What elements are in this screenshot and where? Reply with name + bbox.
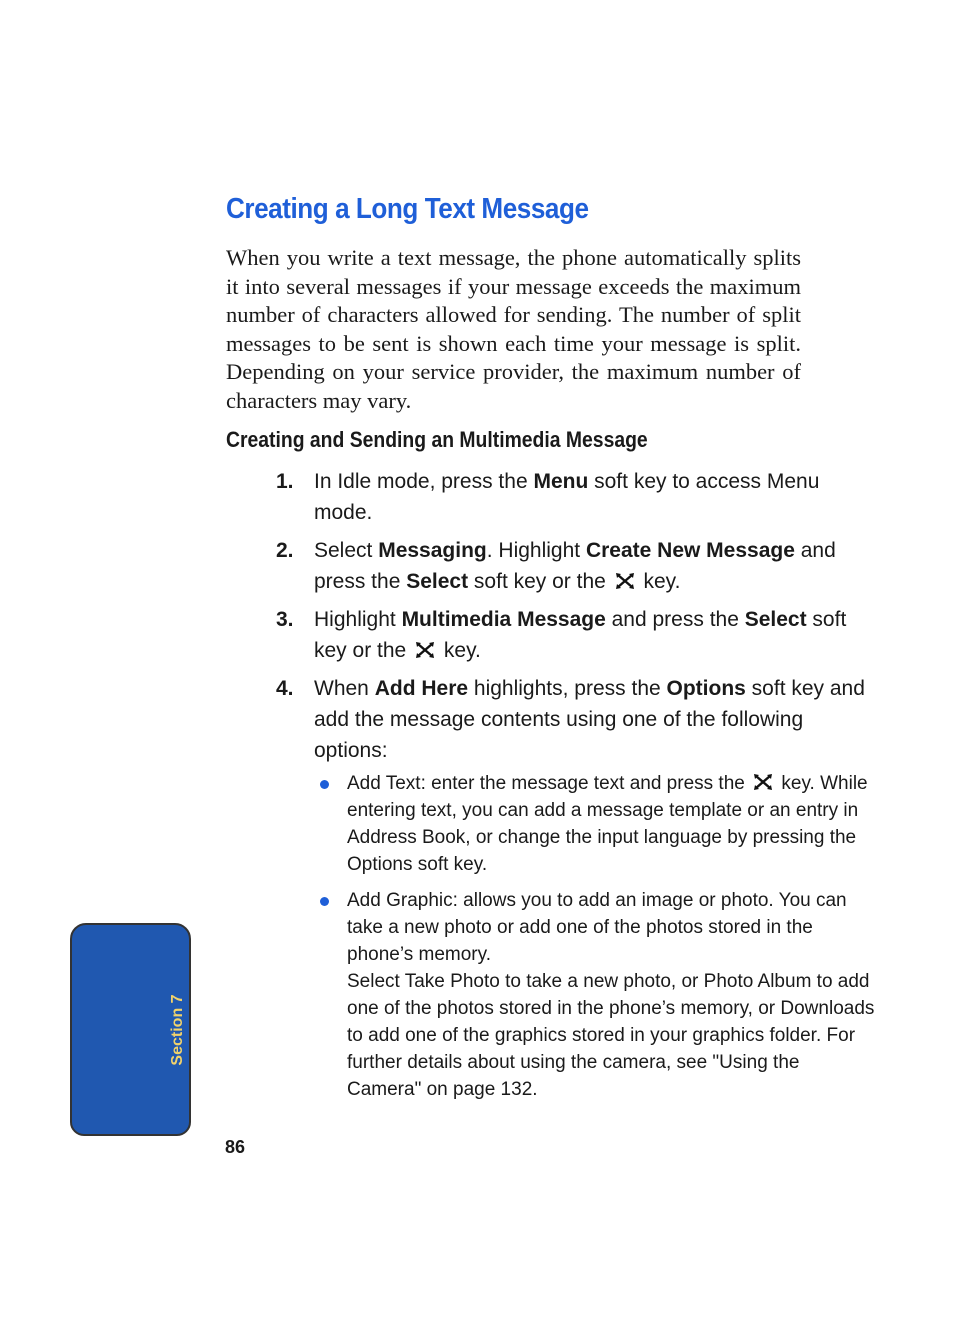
step-2: 2. Select Messaging. Highlight Create New Message and press the Select soft key or the key. — [276, 535, 876, 597]
step-4: 4. When Add Here highlights, press the Options soft key and add the message contents using one of the following options: — [276, 673, 876, 766]
step-1: 1. In Idle mode, press the Menu soft key to access Menu mode. — [276, 466, 876, 528]
bullet-dot-icon — [320, 780, 329, 789]
page-number: 86 — [225, 1137, 246, 1157]
select-key-label: Select — [406, 570, 469, 593]
create-new-message-label: Create New Message — [585, 539, 795, 562]
add-here-label: Add Here — [374, 677, 469, 700]
step-number: 3. — [276, 608, 294, 631]
intro-paragraph: When you write a text message, the phone automatically splits it into several messages if your message exceeds the maximum number of characters allowed for sending. The number of split messages to be sent is shown each time your message is split. Depending on your service provider, the maximum number of characters may vary. — [226, 245, 801, 413]
multimedia-message-label: Multimedia Message — [401, 608, 606, 631]
messaging-label: Messaging — [378, 539, 487, 562]
step-number: 2. — [276, 539, 294, 562]
page-title: Creating a Long Text Message — [226, 193, 589, 225]
nav-key-icon — [752, 773, 774, 791]
nav-key-icon — [614, 572, 636, 590]
step-number: 1. — [276, 470, 294, 493]
options-bullet-list — [318, 770, 878, 1112]
section-subheading: Creating and Sending an Multimedia Message — [226, 427, 648, 452]
bullet-add-graphic: Add Graphic: allows you to add an image or photo. You can take a new photo or add one of the photos stored in the phone’s memory. Select Take Photo to take a new photo, or Photo Album to add one of the photos stored in the phone’s memory, or Downloads to add one of the graphics stored in your graphics folder. For further details about using the camera, see "Using the Camera" on page 132. — [318, 887, 878, 1103]
options-key-label: Options — [666, 677, 746, 700]
section-tab-label: Section 7 — [169, 994, 186, 1066]
step-3: 3. Highlight Multimedia Message and press the Select soft key or the key. — [276, 604, 876, 666]
select-key-label: Select — [744, 608, 807, 631]
menu-key-label: Menu — [533, 470, 589, 493]
steps-list — [276, 466, 876, 773]
nav-key-icon — [414, 641, 436, 659]
bullet-add-text: Add Text: enter the message text and press the key. While entering text, you can add a message template or an entry in Address Book, or change the input language by pressing the Options soft key. — [318, 770, 878, 878]
step-number: 4. — [276, 677, 294, 700]
bullet-dot-icon — [320, 897, 329, 906]
